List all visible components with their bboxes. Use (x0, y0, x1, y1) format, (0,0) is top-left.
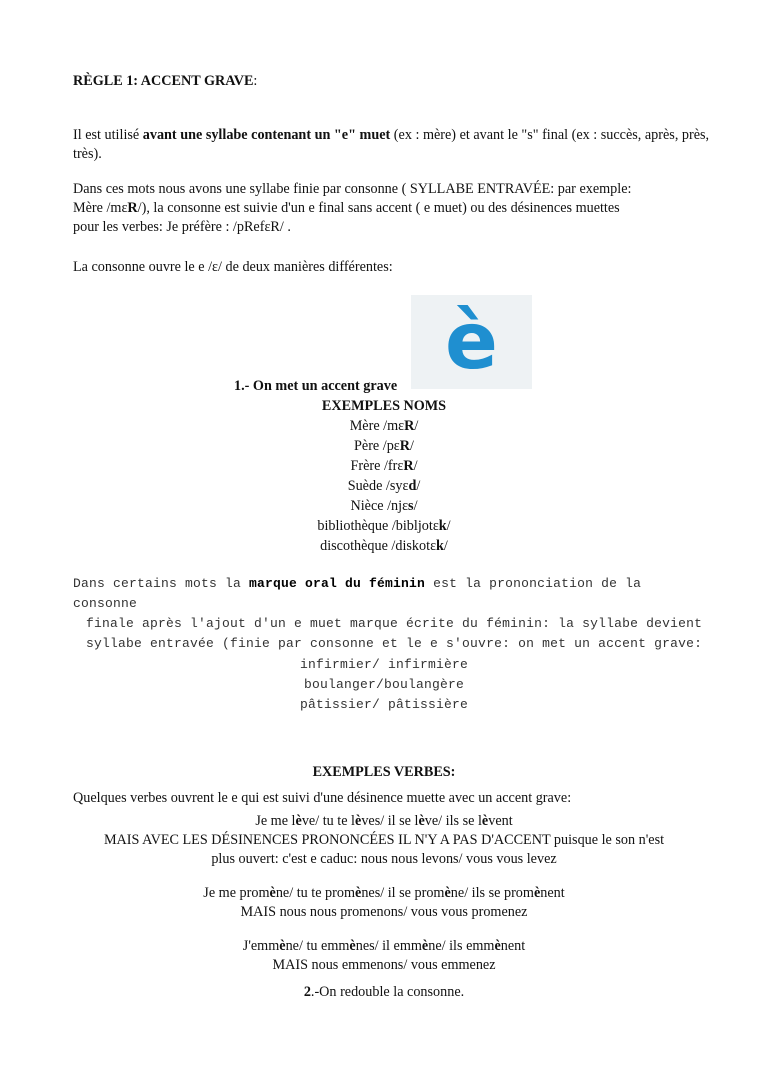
noun-example-text: / (413, 498, 418, 514)
syllabe-bold: R (127, 200, 138, 216)
mais-line-1: MAIS AVEC LES DÉSINENCES PRONONCÉES IL N'Y A PAS D'ACCENT puisque le son n'est (103, 832, 665, 848)
noun-example (0, 536, 768, 556)
intro-bold: avant une syllabe contenant un "e" muet (142, 127, 391, 143)
verb-text: nes/ il se prom (361, 885, 445, 901)
promener-line (0, 884, 768, 903)
verb-text: ne/ tu emm (285, 938, 350, 954)
feminin-bold: marque oral du féminin (249, 576, 426, 591)
noun-example-bold: d (408, 478, 417, 494)
noun-example-text: Frère /frɛ (350, 458, 404, 474)
noun-example-text: discothèque /diskotɛ (320, 538, 437, 554)
exemples-verbes-heading-text: EXEMPLES VERBES: (312, 764, 456, 780)
feminin-text: est la prononciation de la consonne (73, 576, 642, 611)
syllabe-paragraph (73, 180, 713, 237)
verb-text: ne/ ils se prom (450, 885, 534, 901)
method-1-heading (234, 377, 397, 396)
noun-example (0, 436, 768, 456)
verb-accent: è (418, 813, 425, 829)
mais-line-3: MAIS nous emmenons/ vous emmenez (272, 957, 496, 973)
verbes-intro: Quelques verbes ouvrent le e qui est suivi d'une désinence muette avec un accent grave: (73, 790, 572, 806)
verb-text: J'emm (242, 938, 280, 954)
noun-example (0, 496, 768, 516)
noun-example-text: Suède /syɛ (347, 478, 409, 494)
noun-example-bold: R (399, 438, 411, 454)
syllabe-text: /), la consonne est suivie d'un e final sans accent ( e muet) ou des désinences muettes (137, 200, 620, 216)
verb-text: ve/ tu te l (301, 813, 356, 829)
verb-text: ne/ tu te prom (275, 885, 356, 901)
feminin-line-3: syllabe entravée (finie par consonne et le e s'ouvre: on met un accent grave: (86, 636, 703, 651)
intro-text-2: (ex : mère) et avant le "s" final (ex : succès, après, près, très). (73, 127, 710, 162)
noun-example (0, 416, 768, 436)
verb-accent: è (444, 885, 451, 901)
noun-example (0, 476, 768, 496)
exemples-verbes-heading (0, 763, 768, 782)
syllabe-line-1: Dans ces mots nous avons une syllabe finie par consonne ( SYLLABE ENTRAVÉE: par exemple: (73, 181, 632, 197)
noun-example-bold: R (404, 418, 415, 434)
feminin-line-1 (73, 574, 713, 614)
rule-title-rest: : (253, 73, 258, 89)
verb-text: ves/ il se l (361, 813, 419, 829)
e-grave-logo-letter: è (445, 297, 498, 387)
verb-accent: è (349, 938, 356, 954)
mais-line-1b: plus ouvert: c'est e caduc: nous nous levons/ vous vous levez (211, 851, 557, 867)
noun-example-bold: R (403, 458, 414, 474)
mais-line-2: MAIS nous nous promenons/ vous vous promenez (240, 904, 528, 920)
verb-text: Je me prom (203, 885, 270, 901)
verb-text: nent (500, 938, 526, 954)
feminin-paragraph (73, 574, 713, 654)
noun-example-text: Père /pɛ (354, 438, 400, 454)
verb-accent: è (295, 813, 302, 829)
noun-example-text: bibliothèque /bibljotɛ (317, 518, 439, 534)
syllabe-line-3: pour les verbes: Je préfère : /pRefɛR/ . (73, 219, 291, 235)
e-grave-logo (411, 295, 532, 389)
feminin-text: Dans certains mots la (73, 576, 250, 591)
syllabe-text: Mère /mɛ (73, 200, 128, 216)
verb-text: Je me l (255, 813, 296, 829)
noun-example-text: / (416, 478, 421, 494)
verbes-lever-block (0, 812, 768, 869)
verb-accent: è (421, 938, 429, 954)
noun-example-text: / (446, 518, 451, 534)
rule-title (73, 72, 713, 91)
verbes-promener-block (0, 884, 768, 922)
intro-paragraph (73, 126, 713, 164)
exemples-noms-heading: EXEMPLES NOMS (321, 398, 447, 414)
noun-example-text: Mère /mɛ (349, 418, 405, 434)
verb-accent: è (269, 885, 276, 901)
verb-accent: è (481, 813, 489, 829)
feminin-example: pâtissier/ pâtissière (299, 697, 469, 712)
noun-example-bold: k (438, 518, 447, 534)
feminin-examples (0, 655, 768, 715)
syllabe-line-2 (73, 199, 713, 218)
verb-text: nes/ il emm (355, 938, 422, 954)
verb-accent: è (355, 813, 362, 829)
noun-example (0, 516, 768, 536)
emmener-line (0, 937, 768, 956)
noun-example-text: / (414, 418, 419, 434)
verb-accent: è (355, 885, 362, 901)
verb-accent: è (494, 938, 501, 954)
noun-example (0, 456, 768, 476)
consonne-line: La consonne ouvre le e /ɛ/ de deux manières différentes: (73, 259, 393, 275)
noun-example-text: / (410, 438, 414, 454)
rule-title-bold: RÈGLE 1: ACCENT GRAVE (73, 73, 254, 89)
verb-accent: è (533, 885, 541, 901)
feminin-example: boulanger/boulangère (303, 677, 465, 692)
noun-example-bold: k (436, 538, 444, 554)
lever-line (0, 812, 768, 831)
method-2-text: .-On redouble la consonne. (310, 984, 465, 1000)
noun-example-bold: s (408, 498, 414, 514)
verb-text: ne/ ils emm (428, 938, 495, 954)
intro-text-1: Il est utilisé (73, 127, 143, 143)
feminin-line-2: finale après l'ajout d'un e muet marque écrite du féminin: la syllabe devient (86, 616, 703, 631)
feminin-example: infirmier/ infirmière (299, 657, 469, 672)
verb-text: vent (488, 813, 513, 829)
verbes-emmener-block (0, 937, 768, 975)
method-1-text: 1.- On met un accent grave (234, 378, 398, 394)
verb-text: ve/ ils se l (424, 813, 482, 829)
method-2-heading (0, 983, 768, 1002)
verb-text: nent (540, 885, 565, 901)
noun-example-text: Nièce /njɛ (350, 498, 409, 514)
exemples-noms (0, 396, 768, 556)
noun-example-text: / (413, 458, 418, 474)
method-2-number: 2 (303, 984, 311, 1000)
noun-example-text: / (443, 538, 448, 554)
verb-accent: è (279, 938, 286, 954)
